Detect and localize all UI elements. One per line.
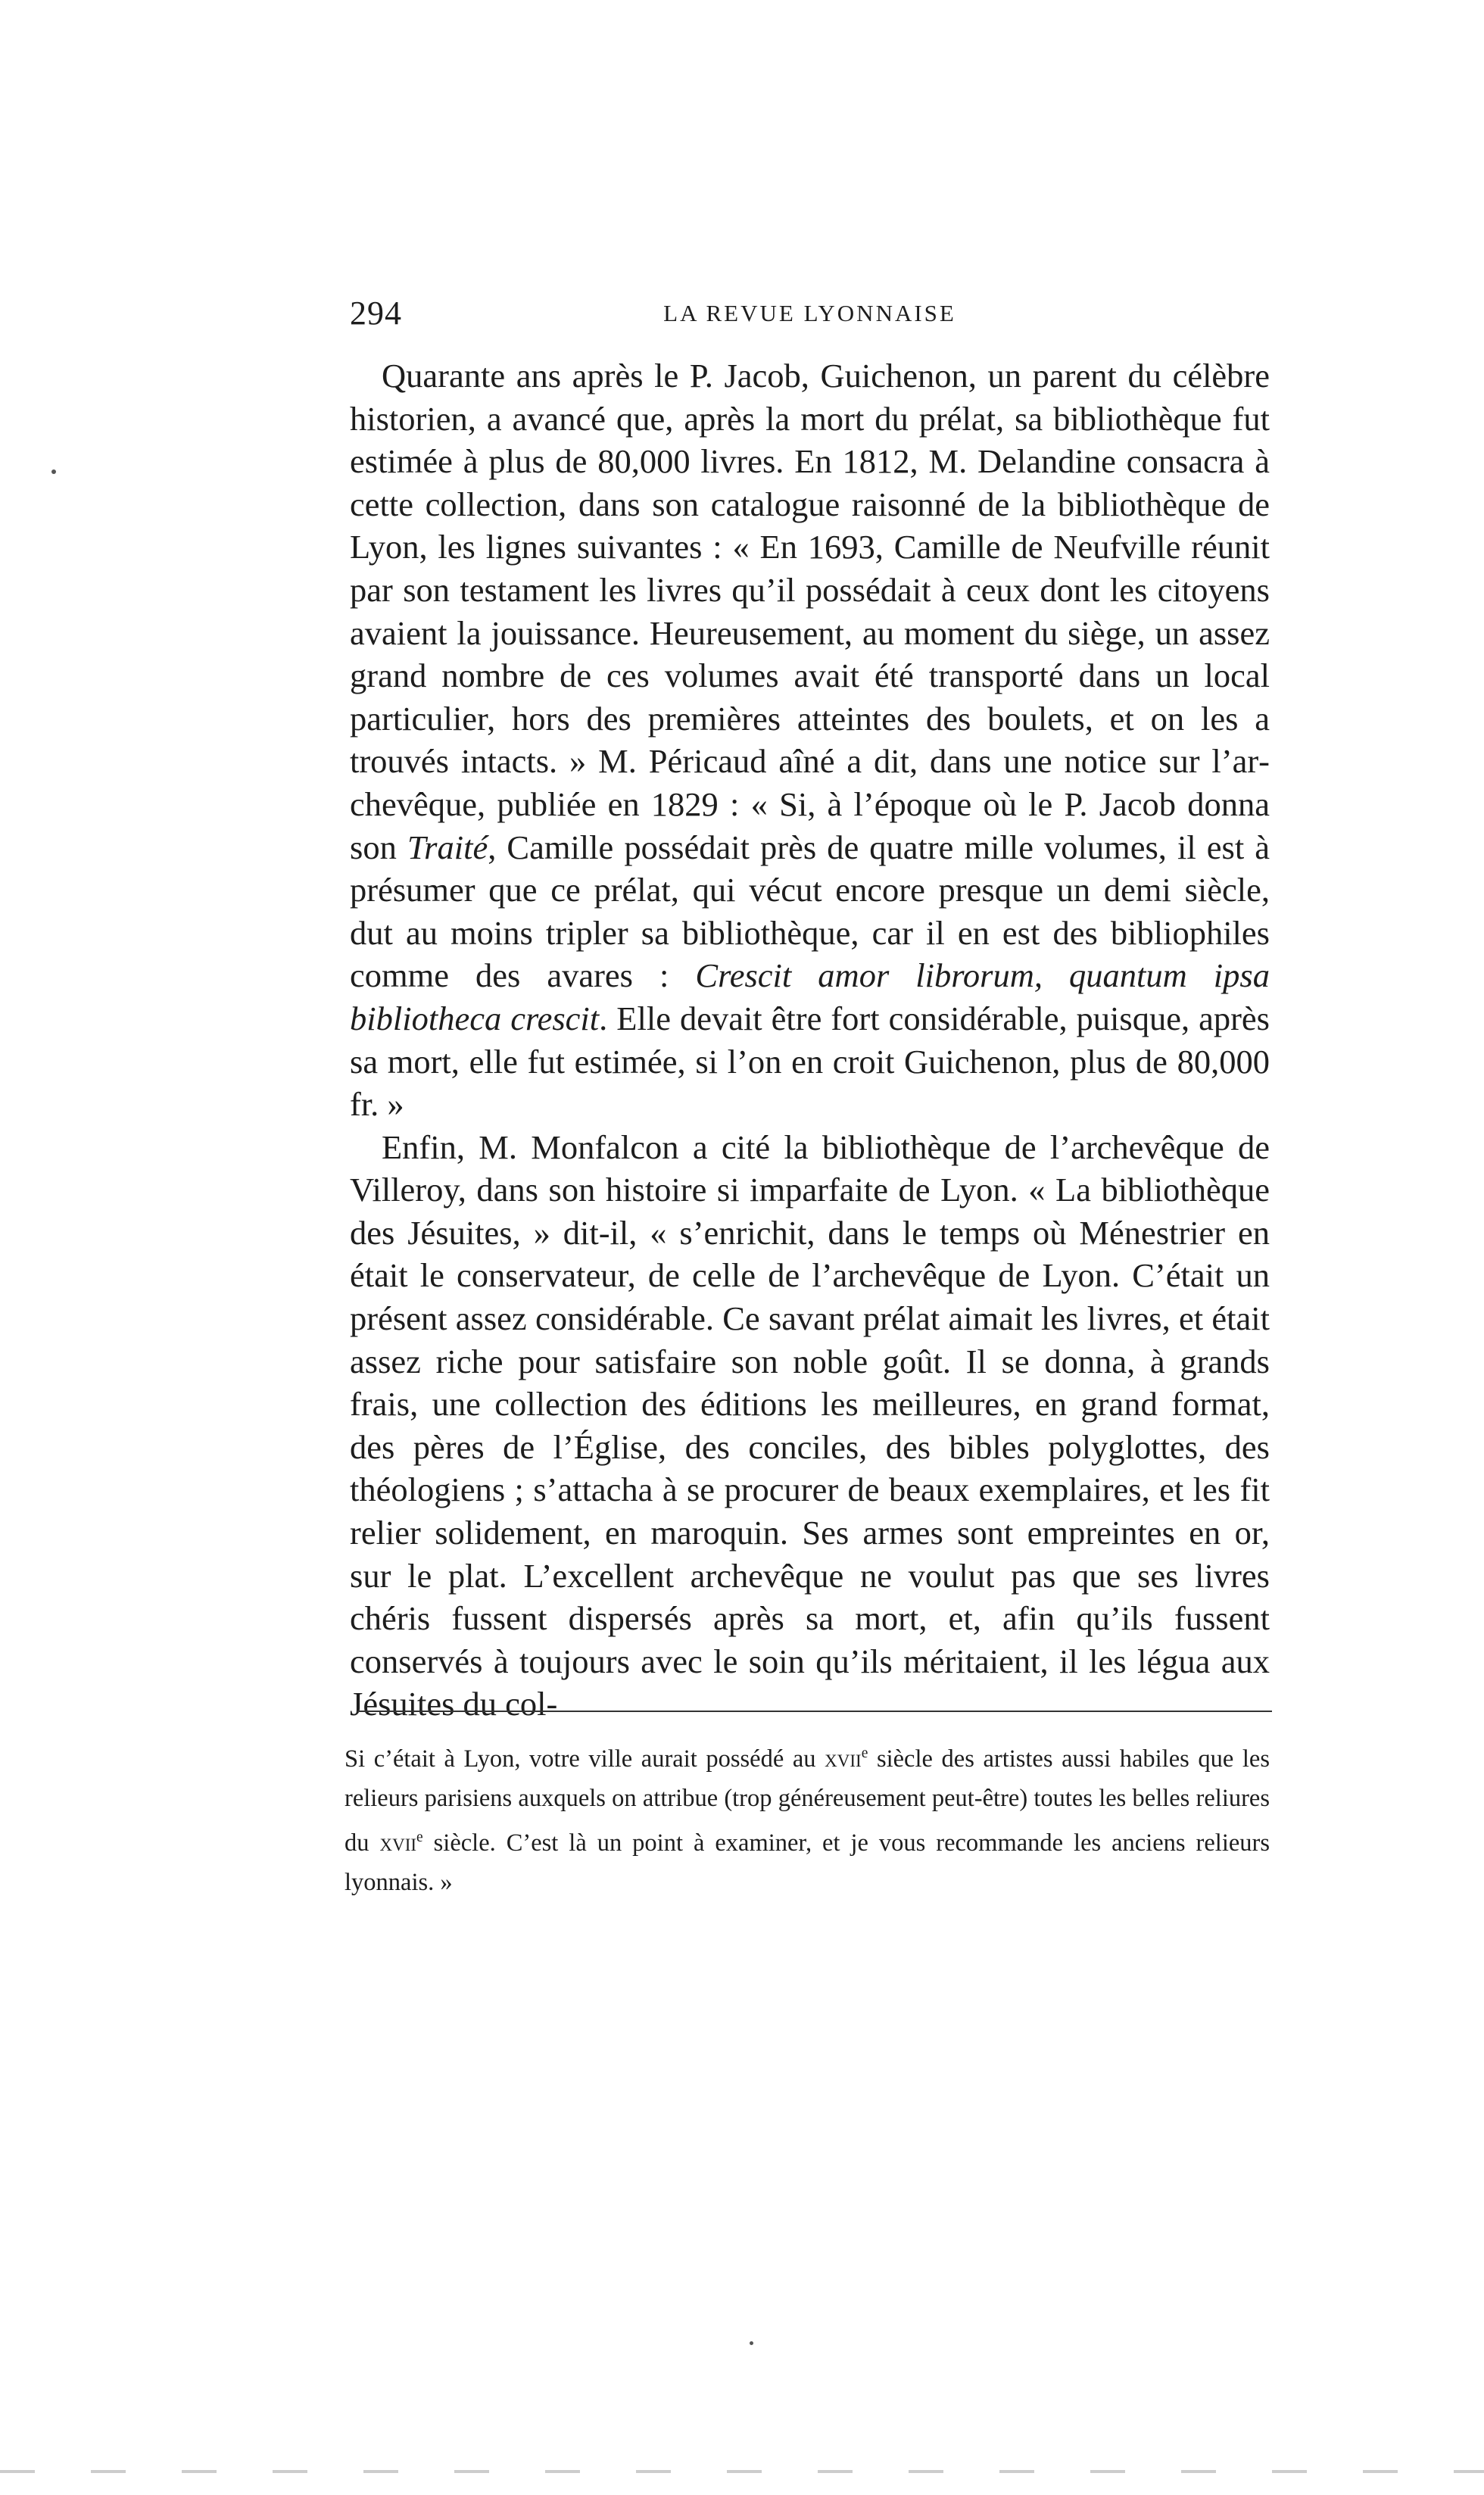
main-text [350, 354, 1270, 1726]
paragraph-1: Quarante ans après le P. Jacob, Guichenon, un parent du célèbre historien, a avancé que, après la mort du prélat, sa bibliothèque fut estimée à plus de 80,000 livres. En 1812, M. Delandine consacra à cette collection, dans son catalogue raisonné de la bibliothèque de Lyon, les lignes suivantes : « En 1693, Camille de Neufville réunit par son testament les livres qu’il possédait à ceux dont les citoyens avaient la jouissance. Heureusement, au moment du siège, un assez grand nombre de ces volumes avait été transporté dans un local particulier, hors des premières atteintes des boulets, et on les a trouvés intacts. » M. Péricaud aîné a dit, dans une notice sur l’archevêque, publiée en 1829 : « Si, à l’époque où le P. Jacob donna son Traité, Camille possédait près de quatre mille volumes, il est à présumer que ce prélat, qui vécut encore presque un demi siècle, dut au moins tripler sa bibliothèque, car il en est des bibliophiles comme des avares : Crescit amor librorum, quantum ipsa bibliotheca crescit. Elle devait être fort considérable, puisque, après sa mort, elle fut estimée, si l’on en croit Guichenon, plus de 80,000 fr. » [350, 357, 1270, 1124]
footnotes [344, 1734, 1270, 1902]
paragraph-2: Enfin, M. Monfalcon a cité la bibliothèque de l’archevêque de Villeroy, dans son histoire si imparfaite de Lyon. « La bibliothèque des Jésuites, » dit-il, « s’enrichit, dans le temps où Ménestrier en était le conservateur, de celle de l’archevêque de Lyon. C’était un présent assez considérable. Ce savant prélat aimait les livres, et était assez riche pour satisfaire son noble goût. Il se donna, à grands frais, une collection des éditions les meilleures, en grand format, des pères de l’Église, des conciles, des bibles polyglottes, des théologiens ; s’attacha à se procurer de beaux exemplaires, et les fit relier solidement, en maroquin. Ses armes sont empreintes en or, sur le plat. L’excellent archevêque ne voulut pas que ses livres chéris fussent dispersés après sa mort, et, afin qu’ils fussent conservés à toujours avec le soin qu’ils méritaient, il les légua aux Jésuites du col- [350, 1127, 1270, 1723]
page-number: 294 [350, 295, 402, 332]
running-title: LA REVUE LYONNAISE [663, 300, 956, 326]
scan-edge-marks [0, 2470, 1484, 2473]
page-header [350, 294, 1270, 339]
footnote-rule [357, 1711, 1272, 1712]
margin-dot [51, 469, 56, 474]
bottom-dot [750, 2341, 753, 2345]
footnote-text: Si c’était à Lyon, votre ville aurait possédé au xvii$^e$ siècle des artistes aussi habiles que les relieurs parisiens auxquels on attribue (trop généreusement peut-être) toutes les belles reliures du xvii$^e$ siècle. C’est là un point à examiner, et je vous recommande les anciens relieurs lyonnais. » [344, 1745, 1270, 1896]
